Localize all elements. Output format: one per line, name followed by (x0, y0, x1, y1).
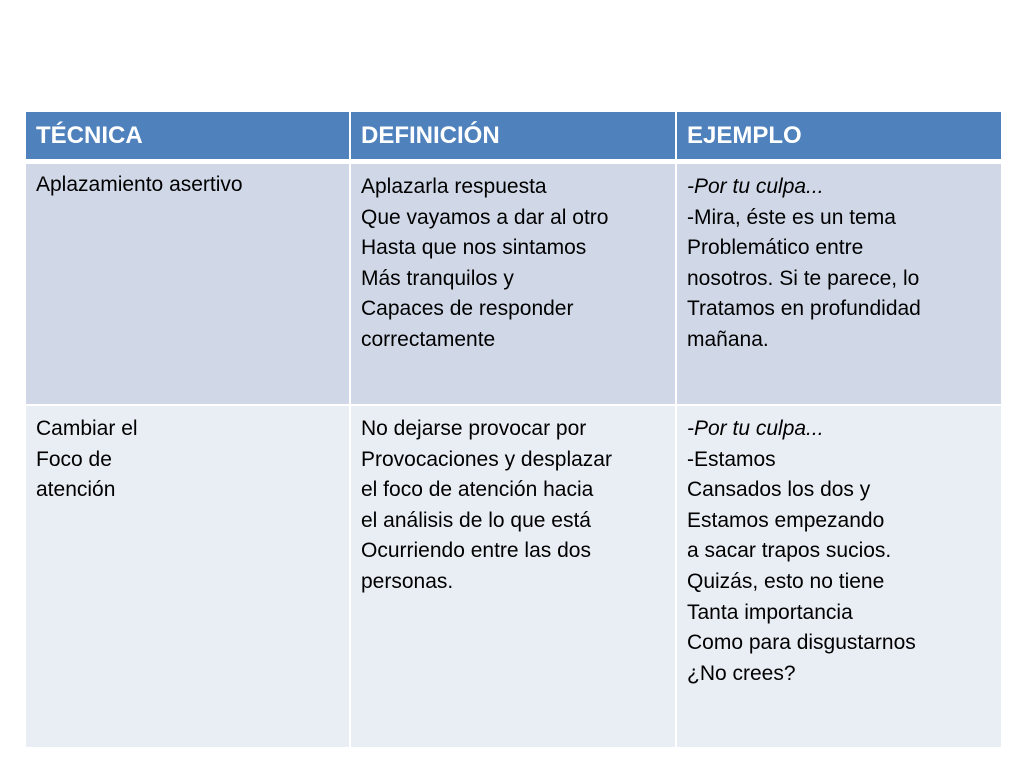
example-cell (677, 406, 1001, 747)
table-row (26, 164, 1001, 404)
example-line: mañana. (687, 327, 769, 351)
example-line: Tratamos en profundidad (687, 297, 921, 321)
definition-line: Hasta que nos sintamos (361, 236, 587, 260)
example-line: -Mira, éste es un tema (687, 205, 896, 229)
example-line: Estamos empezando (687, 508, 885, 532)
definition-line: Que vayamos a dar al otro (361, 205, 609, 229)
definition-line: No dejarse provocar por (361, 417, 587, 440)
example-cell (677, 164, 1001, 404)
example-line: -Por tu culpa... (687, 417, 824, 440)
technique-cell (26, 406, 349, 747)
definition-line: Ocurriendo entre las dos (361, 539, 591, 563)
technique-line: Foco de (36, 447, 112, 471)
definition-line: correctamente (361, 327, 496, 351)
example-line: Quizás, esto no tiene (687, 569, 885, 593)
definition-cell (351, 406, 675, 747)
example-line: ¿No crees? (687, 661, 796, 685)
example-line: -Por tu culpa... (687, 175, 824, 198)
example-line: nosotros. Si te parece, lo (687, 266, 920, 290)
definition-line: Capaces de responder (361, 297, 574, 321)
technique-line: atención (36, 478, 116, 502)
example-line: Tanta importancia (687, 600, 853, 624)
definition-line: personas. (361, 569, 454, 593)
definition-line: Provocaciones y desplazar (361, 447, 612, 471)
header-tecnica: TÉCNICA (26, 112, 349, 162)
technique-line: Cambiar el (36, 417, 138, 440)
techniques-table (24, 110, 1003, 749)
definition-line: el foco de atención hacia (361, 478, 594, 502)
example-line: -Estamos (687, 447, 776, 471)
definition-line: Más tranquilos y (361, 266, 514, 290)
definition-line: el análisis de lo que está (361, 508, 591, 532)
header-definicion: DEFINICIÓN (351, 112, 675, 162)
technique-cell (26, 164, 349, 404)
header-ejemplo: EJEMPLO (677, 112, 1001, 162)
example-line: Como para disgustarnos (687, 631, 916, 655)
definition-line: Aplazarla respuesta (361, 175, 547, 198)
example-line: Cansados los dos y (687, 478, 871, 502)
example-line: a sacar trapos sucios. (687, 539, 892, 563)
example-line: Problemático entre (687, 236, 864, 260)
definition-cell (351, 164, 675, 404)
technique-line: Aplazamiento asertivo (36, 173, 243, 196)
table-header-row (26, 112, 1001, 162)
table-row (26, 406, 1001, 747)
